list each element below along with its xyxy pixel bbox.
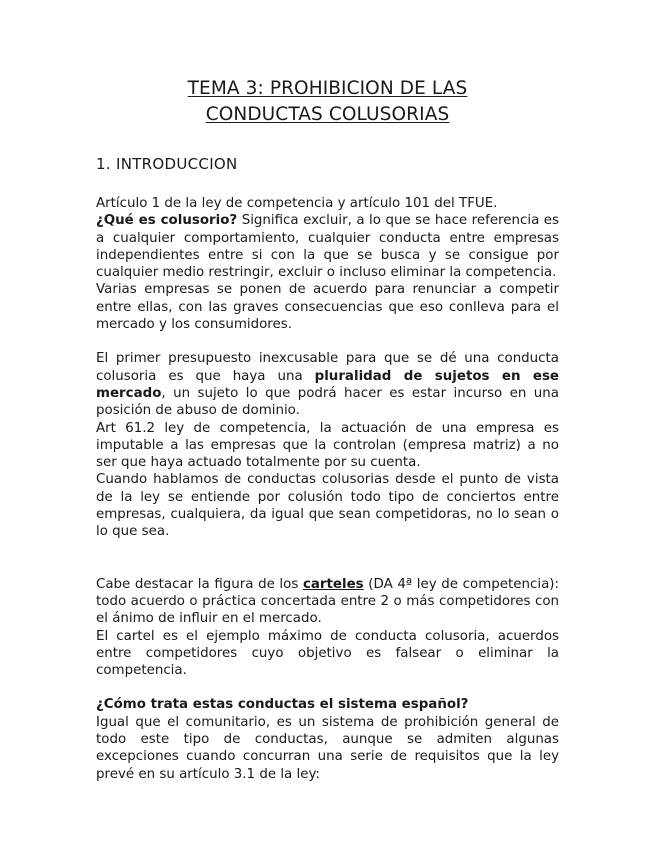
paragraph-cartel-ejemplo: El cartel es el ejemplo máximo de conducta colusoria, acuerdos entre competidores cuyo objetivo es falsear o eliminar la competencia. bbox=[96, 628, 559, 679]
paragraph-art-61-2: Art 61.2 ley de competencia, la actuación de una empresa es imputable a las empresas que la controlan (empresa matriz) a no ser que haya actuado totalmente por su cuenta. bbox=[96, 420, 559, 471]
section-heading-introduccion: 1. INTRODUCCION bbox=[96, 155, 238, 173]
paragraph-carteles bbox=[96, 576, 559, 628]
paragraph-primer-presupuesto bbox=[96, 350, 559, 419]
paragraph-sistema-comunitario: Igual que el comunitario, es un sistema de prohibición general de todo este tipo de conductas, aunque se admiten algunas excepciones cuando concurran una serie de requisitos que la ley prevé en su artículo 3.1 de la ley: bbox=[96, 714, 559, 782]
paragraph-text: (DA 4ª ley de competencia): todo acuerdo o práctica concertada entre 2 o más competidores con el ánimo de influir en el mercado. bbox=[96, 576, 560, 627]
paragraph-articulo-reference: Artículo 1 de la ley de competencia y artículo 101 del TFUE. bbox=[96, 196, 498, 211]
bold-question-colusorio: ¿Qué es colusorio? bbox=[96, 213, 238, 229]
paragraph-colusion-definicion: Cuando hablamos de conductas colusorias desde el punto de vista de la ley se entiende por colusión todo tipo de conciertos entre empresas, cualquiera, da igual que sean competidoras, no lo sean o lo que sea. bbox=[96, 472, 559, 540]
bold-pluralidad-sujetos: pluralidad de sujetos en ese mercado bbox=[96, 368, 559, 401]
bold-question-sistema: ¿Cómo trata estas conductas el sistema español? bbox=[96, 697, 469, 713]
paragraph-text: Cabe destacar la figura de los bbox=[96, 576, 303, 592]
title-line-2: CONDUCTAS COLUSORIAS bbox=[205, 104, 450, 125]
paragraph-question-sistema-espanol bbox=[96, 696, 559, 713]
paragraph-que-es-colusorio bbox=[96, 212, 559, 281]
document-page bbox=[96, 76, 559, 783]
paragraph-text: , un sujeto lo que podrá hacer es estar incurso en una posición de abuso de dominio. bbox=[96, 385, 559, 419]
title-line-1: TEMA 3: PROHIBICION DE LAS bbox=[187, 78, 468, 99]
paragraph-acuerdo-empresas: Varias empresas se ponen de acuerdo para renunciar a competir entre ellas, con las graves consecuencias que eso conlleva para el mercado y los consumidores. bbox=[96, 282, 559, 333]
paragraph-text: Significa excluir, a lo que se hace referencia es a cualquier comportamiento, cualquier conducta entre empresas independientes entre si con la que se busca y se consigue por cualquier medio restringir, excluir o incluso eliminar la competencia. bbox=[96, 213, 559, 281]
document-title bbox=[96, 76, 559, 128]
paragraph-text: El primer presupuesto inexcusable para que se dé una conducta colusoria es que haya una bbox=[96, 351, 559, 384]
underlined-carteles: carteles bbox=[302, 576, 364, 592]
